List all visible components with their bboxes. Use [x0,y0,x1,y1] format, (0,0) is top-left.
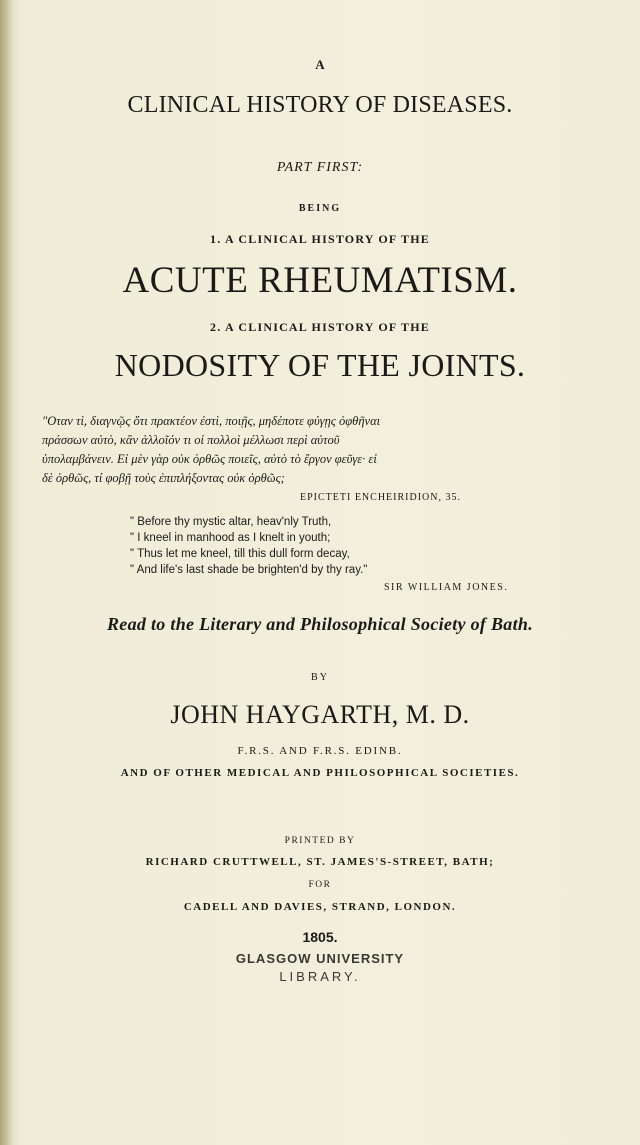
subtitle-1: 1. A CLINICAL HISTORY OF THE [210,232,430,246]
read-to-society: Read to the Literary and Philosophical Society of Bath. [107,614,533,634]
subject-2: NODOSITY OF THE JOINTS. [114,347,526,383]
being-label: BEING [298,203,342,214]
poem-source: SIR WILLIAM JONES. [384,582,509,593]
printed-by-label: PRINTED BY [284,836,356,846]
greek-quote-source: EPICTETI ENCHEIRIDION, 35. [300,492,461,503]
part-heading: PART FIRST: [276,160,364,175]
greek-quote-line: πράσσων αὐτὸ, κἂν ἀλλοῖόν τι οἱ πολλοὶ μέλλωσι περὶ αὐτοῦ [42,433,340,447]
author-societies: AND OF OTHER MEDICAL AND PHILOSOPHICAL SOCIETIES. [120,767,520,779]
library-stamp-line-1: GLASGOW UNIVERSITY [235,951,405,966]
greek-quote-line: "Οταν τὶ, διαγνῷς ὅτι πρακτέον ἐστὶ, ποιῇς, μηδέποτε φύγῃς ὀφθῆναι [42,414,381,428]
booksellers: CADELL AND DAVIES, STRAND, LONDON. [183,901,457,913]
subject-1: ACUTE RHEUMATISM. [122,260,518,301]
publication-year: 1805. [302,929,338,945]
printer-name: RICHARD CRUTTWELL, ST. JAMES'S-STREET, BATH; [145,856,495,868]
signature-mark: A [315,57,325,72]
poem-line: " And life's last shade be brighten'd by thy ray." [130,564,368,576]
poem-line: " Thus let me kneel, till this dull form decay, [130,548,350,560]
library-stamp-line-2: LIBRARY. [279,969,361,984]
poem-line: " Before thy mystic altar, heav'nly Truth, [130,516,332,528]
greek-quote-line: ὑπολαμβάνειν. Εἰ μὲν γὰρ οὐκ ὀρθῶς ποιεῖς, αὐτὸ τὸ ἔργον φεῦγε· εἰ [42,452,377,466]
poem-line: " I kneel in manhood as I knelt in youth; [130,532,331,544]
author-name: JOHN HAYGARTH, M. D. [170,700,470,729]
main-title: CLINICAL HISTORY OF DISEASES. [127,92,513,118]
for-label: FOR [308,880,332,890]
author-credentials: F.R.S. AND F.R.S. EDINB. [237,745,403,757]
by-label: BY [311,672,329,683]
greek-quote-line: δὲ ὀρθῶς, τί φοβῇ τοὺς ἐπιπλήξοντας οὐκ ὀρθῶς; [42,471,285,485]
subtitle-2: 2. A CLINICAL HISTORY OF THE [210,320,430,334]
